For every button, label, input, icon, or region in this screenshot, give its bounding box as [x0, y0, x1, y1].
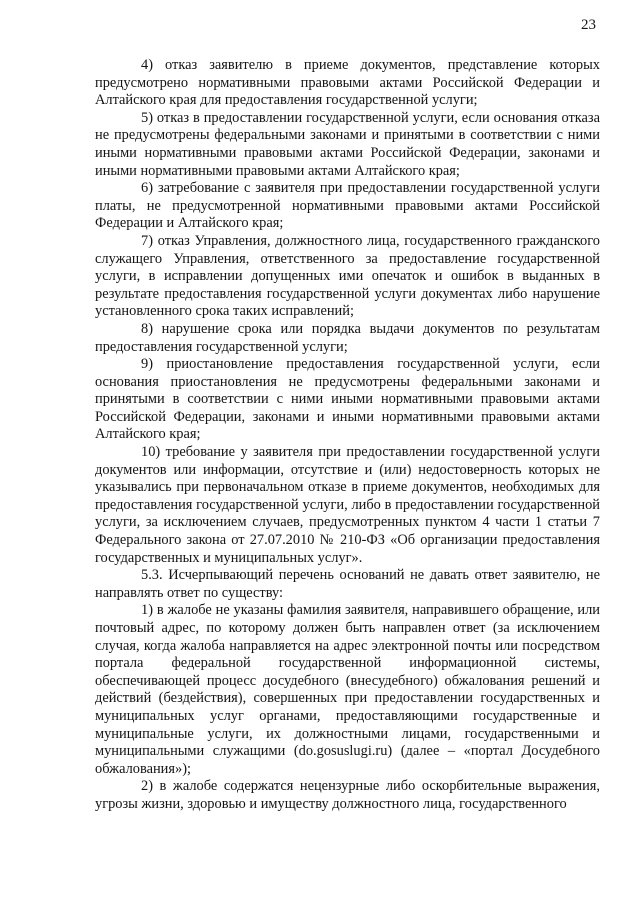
document-body [95, 57, 600, 814]
paragraph-item-7: 7) отказ Управления, должностного лица, государственного гражданского служащего Управления, ответственного за предоставление государственной услуги, в исправлении допущенных ими опечаток и ошибок в выданных в результате предоставления государственной услуги документах либо нарушение установленного срока таких исправлений; [95, 232, 600, 320]
paragraph-item-4: 4) отказ заявителю в приеме документов, представление которых предусмотрено нормативными правовыми актами Российской Федерации и Алтайского края для предоставления государственной услуги; [95, 57, 600, 109]
paragraph-item-8: 8) нарушение срока или порядка выдачи документов по результатам предоставления государственной услуги; [95, 320, 600, 355]
paragraph-item-9: 9) приостановление предоставления государственной услуги, если основания приостановления не предусмотрены федеральными законами и принятыми в соответствии с ними иными нормативными правовыми актами Российской Федерации, законами и иными нормативными правовыми актами Алтайского края; [95, 356, 600, 443]
paragraph-subitem-2: 2) в жалобе содержатся нецензурные либо оскорбительные выражения, угрозы жизни, здоровью и имуществу должностного лица, государственного [95, 778, 600, 812]
section-5-3-heading: 5.3. Исчерпывающий перечень оснований не давать ответ заявителю, не направлять ответ по существу: [95, 567, 600, 601]
paragraph-item-10: 10) требование у заявителя при предоставлении государственной услуги документов или информации, отсутствие и (или) недостоверность которых не указывались при первоначальном отказе в приеме документов, необходимых для предоставления государственной услуги, либо в предоставлении государственной услуги, за исключением случаев, предусмотренных пунктом 4 части 1 статьи 7 Федерального закона от 27.07.2010 № 210-ФЗ «Об организации предоставления государственных и муниципальных услуг». [95, 444, 600, 566]
paragraph-item-5: 5) отказ в предоставлении государственной услуги, если основания отказа не предусмотрены федеральными законами и принятыми в соответствии с ними иными нормативными правовыми актами Российской Федерации, законами и иными нормативными правовыми актами Алтайского края; [95, 109, 600, 179]
page-number: 23 [581, 17, 596, 33]
paragraph-item-6: 6) затребование с заявителя при предоставлении государственной услуги платы, не предусмотренной нормативными правовыми актами Российской Федерации и Алтайского края; [95, 180, 600, 232]
paragraph-subitem-1: 1) в жалобе не указаны фамилия заявителя, направившего обращение, или почтовый адрес, по которому должен быть направлен ответ (за исключением случая, когда жалоба направляется на адрес электронной почты или посредством портала федеральной государственной информационной системы, обеспечивающей процесс досудебного (внесудебного) обжалования решений и действий (бездействия), совершенных при предоставлении государственных и муниципальных услуг органами, предоставляющими государственные и муниципальные услуги, их должностными лицами, государственными и муниципальными служащими (do.gosuslugi.ru) (далее – «портал Досудебного обжалования»); [95, 602, 600, 777]
